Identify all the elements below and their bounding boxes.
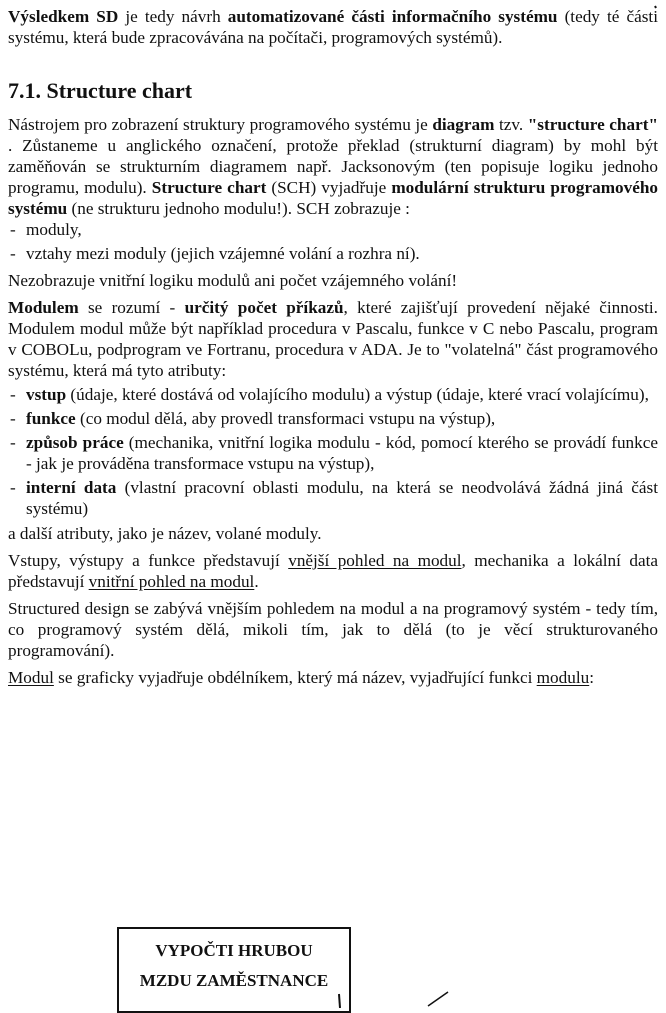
paragraph-module-graphic (8, 667, 658, 688)
attribute-term: interní data (26, 478, 117, 497)
p1-text-5: (ne strukturu jednoho modulu!). SCH zobrazuje : (67, 199, 410, 218)
module-box-diagram (117, 927, 351, 1013)
attribute-desc: (vlastní pracovní oblasti modulu, na která se neodvolává žádná jiná část systému) (26, 478, 658, 518)
module-attributes-list (8, 384, 658, 519)
list-item: - vztahy mezi moduly (jejich vzájemné volání a rozhra ní). (8, 243, 658, 264)
p5-underline-1: vnější pohled na modul (288, 551, 462, 570)
p7-text-1: se graficky vyjadřuje obdélníkem, který má název, vyjadřující funkci (53, 668, 537, 687)
attribute-term: funkce (26, 409, 76, 428)
p5-text-1: Vstupy, výstupy a funkce představují (8, 551, 289, 570)
intro-text: je tedy návrh (118, 7, 228, 26)
p5-text-3: . (254, 572, 259, 591)
module-box-line-2: MZDU ZAMĚSTNANCE (139, 971, 329, 990)
p1-text-3: . Zůstaneme u anglického označení, protože překlad (strukturní diagram) by mohl být zaměňován se strukturním diagramem např. Jacksonovým (ten popisuje logiku jednoho programu, modulu). (8, 136, 658, 197)
p1-text-4: (SCH) vyjadřuje (266, 178, 392, 197)
paragraph-other-attributes: a další atributy, jako je název, volané moduly. (8, 524, 322, 543)
p7-text-2: : (589, 668, 594, 687)
module-box-line-1: VYPOČTI HRUBOU (155, 941, 313, 960)
paragraph-views (8, 550, 658, 592)
intro-paragraph (8, 6, 658, 48)
p1-bold-2: "structure chart" (527, 115, 658, 134)
paragraph-structure-chart (8, 114, 658, 219)
p7-underline-2: modulu (536, 668, 590, 687)
p7-underline-1: Modul (8, 668, 54, 687)
p1-bold-4: modulární strukturu programového systému (8, 178, 658, 218)
list-item (8, 408, 658, 429)
p1-text-2: tzv. (494, 115, 528, 134)
p5-text-2: , mechanika a lokální data představují (8, 551, 658, 591)
paragraph-structured-design: Structured design se zabývá vnějším pohledem na modul a na programový systém - tedy tím, co programový systém dělá, mikoli tím, jak to dělá (to je věcí strukturovaného programování). (8, 599, 658, 660)
p3-bold-2: určitý počet příkazů (184, 298, 344, 317)
intro-text-2: (tedy té části systému, která bude zpracovávána na počítači, programových systémů). (8, 7, 658, 47)
p3-text-1: se rozumí - (78, 298, 185, 317)
intro-term: Výsledkem SD (8, 7, 119, 26)
document-page (8, 6, 658, 688)
p1-text-1: Nástrojem pro zobrazení struktury programového systému je (8, 115, 433, 134)
list-item (8, 432, 658, 474)
p3-text-2: , které zajišťují provedení nějaké činnosti. Modulem modul může být například procedura v Pascalu, funkce v C nebo Pascalu, program v COBOLu, podprogram ve Fortranu, procedura v ADA. Je to "volatelná" část programového systému, která má tyto atributy: (8, 298, 658, 380)
intro-emphasis: automatizované části informačního systému (227, 7, 558, 26)
attribute-term: vstup (26, 385, 67, 404)
paragraph-not-shown: Nezobrazuje vnitřní logiku modulů ani počet vzájemného volání! (8, 271, 458, 290)
p5-underline-2: vnitřní pohled na modul (88, 572, 255, 591)
sch-shows-list (8, 219, 658, 264)
list-item (8, 384, 658, 405)
attribute-term: způsob práce (26, 433, 124, 452)
attribute-desc: (údaje, které dostává od volajícího modulu) a výstup (údaje, které vrací volajícímu), (66, 385, 649, 404)
attribute-desc: (mechanika, vnitřní logika modulu - kód, pomocí kterého se provádí funkce - jak je prováděna transformace vstupu na výstup), (26, 433, 658, 473)
pen-stroke-mark (428, 992, 448, 1006)
paragraph-module-definition (8, 297, 658, 381)
list-item (8, 477, 658, 519)
p3-bold-1: Modulem (8, 298, 79, 317)
p1-bold-1: diagram (432, 115, 495, 134)
section-heading: 7.1. Structure chart (8, 78, 193, 103)
list-item: - moduly, (8, 219, 658, 240)
p1-bold-3: Structure chart (151, 178, 267, 197)
attribute-desc: (co modul dělá, aby provedl transformaci vstupu na výstup), (75, 409, 496, 428)
